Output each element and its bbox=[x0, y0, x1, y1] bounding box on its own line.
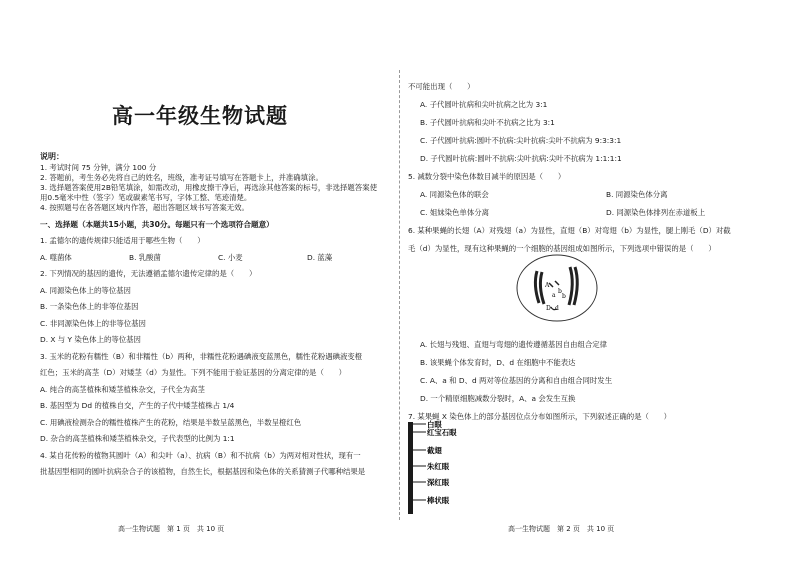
gene-cut-wing: 截翅 bbox=[427, 446, 442, 455]
notes-heading: 说明： bbox=[40, 152, 64, 161]
question-stem: 4. 某自花传粉的植物其圆叶（A）和尖叶（a）、抗病（B）和不抗病（b）为两对相对性状，现有一 bbox=[40, 450, 361, 460]
q5-options-row2 bbox=[408, 208, 792, 218]
option: C. 子代圆叶抗病:圆叶不抗病:尖叶抗病:尖叶不抗病为 9:3:3:1 bbox=[420, 136, 622, 145]
option: B. 同源染色体分离 bbox=[606, 190, 668, 199]
question-stem: 批基因型相同的圆叶抗病杂合子的该植物，自然生长，根据基因和染色体的关系猜测子代哪种结果是 bbox=[40, 467, 366, 476]
gene-label: b bbox=[562, 293, 566, 300]
gene-label: D bbox=[546, 305, 551, 312]
option: B. 该果蝇个体发育时，D、d 在细胞中不能表达 bbox=[420, 358, 576, 367]
page-footer: 高一生物试题 第 2 页 共 10 页 bbox=[508, 525, 615, 533]
gene-ruby-eye: 红宝石眼 bbox=[427, 428, 457, 437]
note-line: 用0.5毫米中性（签字）笔或碳素笔书写，字体工整、笔迹清楚。 bbox=[40, 193, 252, 202]
question-stem: 3. 玉米的花粉有糯性（B）和非糯性（b）两种，非糯性花粉遇碘液变蓝黑色，糯性花粉遇碘液变橙 bbox=[40, 351, 363, 361]
exam-title: 高一年级生物试题 bbox=[112, 103, 288, 128]
note-line: 1. 考试时间 75 分钟，满分 100 分 bbox=[40, 163, 157, 172]
option: D. 杂合的高茎植株和矮茎植株杂交，子代表型的比例为 1:1 bbox=[40, 434, 235, 443]
note-line: 3. 选择题答案使用2B铅笔填涂，如需改动，用橡皮擦干净后，再选涂其他答案的标号，非选择题答案使 bbox=[40, 183, 377, 192]
q5-options-row1 bbox=[408, 190, 792, 200]
option: B. 子代圆叶抗病和尖叶不抗病之比为 3:1 bbox=[420, 118, 555, 127]
question-stem: 7. 某果蝇 X 染色体上的部分基因位点分布如图所示，下列叙述正确的是（ ） bbox=[408, 412, 672, 421]
option: A. 长翅与残翅、直翅与弯翅的遗传遵循基因自由组合定律 bbox=[420, 340, 608, 349]
option: C. 非同源染色体上的非等位基因 bbox=[40, 318, 146, 328]
option: D. 同源染色体排列在赤道板上 bbox=[606, 208, 706, 217]
option: B. 乳酸菌 bbox=[129, 252, 161, 262]
option: A. 噬菌体 bbox=[40, 252, 72, 262]
option: D. 一个精原细胞减数分裂时，A、a 会发生互换 bbox=[420, 394, 576, 403]
option: D. X 与 Y 染色体上的等位基因 bbox=[40, 335, 141, 344]
right-page bbox=[400, 0, 800, 566]
option: C. A、a 和 D、d 两对等位基因的分离和自由组合同时发生 bbox=[420, 376, 613, 385]
question-stem: 5. 减数分裂中染色体数目减半的原因是（ ） bbox=[408, 172, 566, 181]
option: D. 子代圆叶抗病:圆叶不抗病:尖叶抗病:尖叶不抗病为 1:1:1:1 bbox=[420, 154, 622, 163]
gene-white-eye: 白眼 bbox=[427, 420, 442, 429]
question-stem: 6. 某种果蝇的长翅（A）对残翅（a）为显性，直翅（B）对弯翅（b）为显性，腿上刚毛（D）对截 bbox=[408, 226, 731, 235]
gene-label: a bbox=[552, 292, 556, 299]
x-chromosome-diagram bbox=[408, 420, 488, 520]
option: A. 纯合的高茎植株和矮茎植株杂交，子代全为高茎 bbox=[40, 384, 205, 394]
option: C. 小麦 bbox=[218, 252, 243, 262]
right-content bbox=[408, 82, 792, 422]
question-stem: 2. 下列情况的基因的遗传，无法遵循孟德尔遗传定律的是（ ） bbox=[40, 269, 257, 278]
option: A. 同源染色体的联会 bbox=[420, 190, 489, 199]
option: A. 同源染色体上的等位基因 bbox=[40, 285, 131, 295]
option: B. 基因型为 Dd 的植株自交，产生的子代中矮茎植株占 1/4 bbox=[40, 401, 235, 410]
gene-label: d bbox=[555, 305, 559, 312]
cell-diagram bbox=[515, 253, 615, 323]
note-line: 2. 答题前，考生务必先将自己的姓名，班级，准考证号填写在答题卡上，并准确填涂。 bbox=[40, 173, 323, 182]
option: C. 用碘液检测杂合的糯性植株产生的花粉，结果是半数呈蓝黑色，半数呈橙红色 bbox=[40, 417, 302, 427]
gene-deep-red-eye: 深红眼 bbox=[427, 478, 450, 487]
question-stem: 红色；玉米的高茎（D）对矮茎（d）为显性。下列不能用于验证基因的分离定律的是（ ） bbox=[40, 368, 347, 377]
question-stem: 1. 孟德尔的遗传规律只能适用于哪些生物（ ） bbox=[40, 236, 205, 245]
option: B. 一条染色体上的非等位基因 bbox=[40, 302, 139, 311]
question-stem: 毛（d）为显性，现有这种果蝇的一个细胞的基因组成如图所示，下列选项中错误的是（ ） bbox=[408, 244, 716, 253]
question-stem: 不可能出现（ ） bbox=[408, 82, 475, 91]
note-line: 4. 按照题号在各答题区域内作答，超出答题区域书写答案无效。 bbox=[40, 203, 249, 212]
option: D. 蓝藻 bbox=[307, 252, 333, 262]
page-footer: 高一生物试题 第 1 页 共 10 页 bbox=[118, 525, 225, 533]
gene-label: b bbox=[558, 288, 562, 295]
gene-label: A bbox=[545, 282, 550, 289]
gene-bar-eye: 棒状眼 bbox=[427, 496, 450, 505]
option: C. 姐妹染色单体分离 bbox=[420, 208, 489, 217]
q1-options bbox=[40, 253, 396, 263]
gene-vermilion-eye: 朱红眼 bbox=[427, 462, 450, 471]
left-content bbox=[40, 152, 396, 477]
section-heading: 一、选择题（本题共15小题，共30分。每题只有一个选项符合题意） bbox=[40, 219, 274, 229]
option: A. 子代圆叶抗病和尖叶抗病之比为 3:1 bbox=[420, 100, 548, 109]
